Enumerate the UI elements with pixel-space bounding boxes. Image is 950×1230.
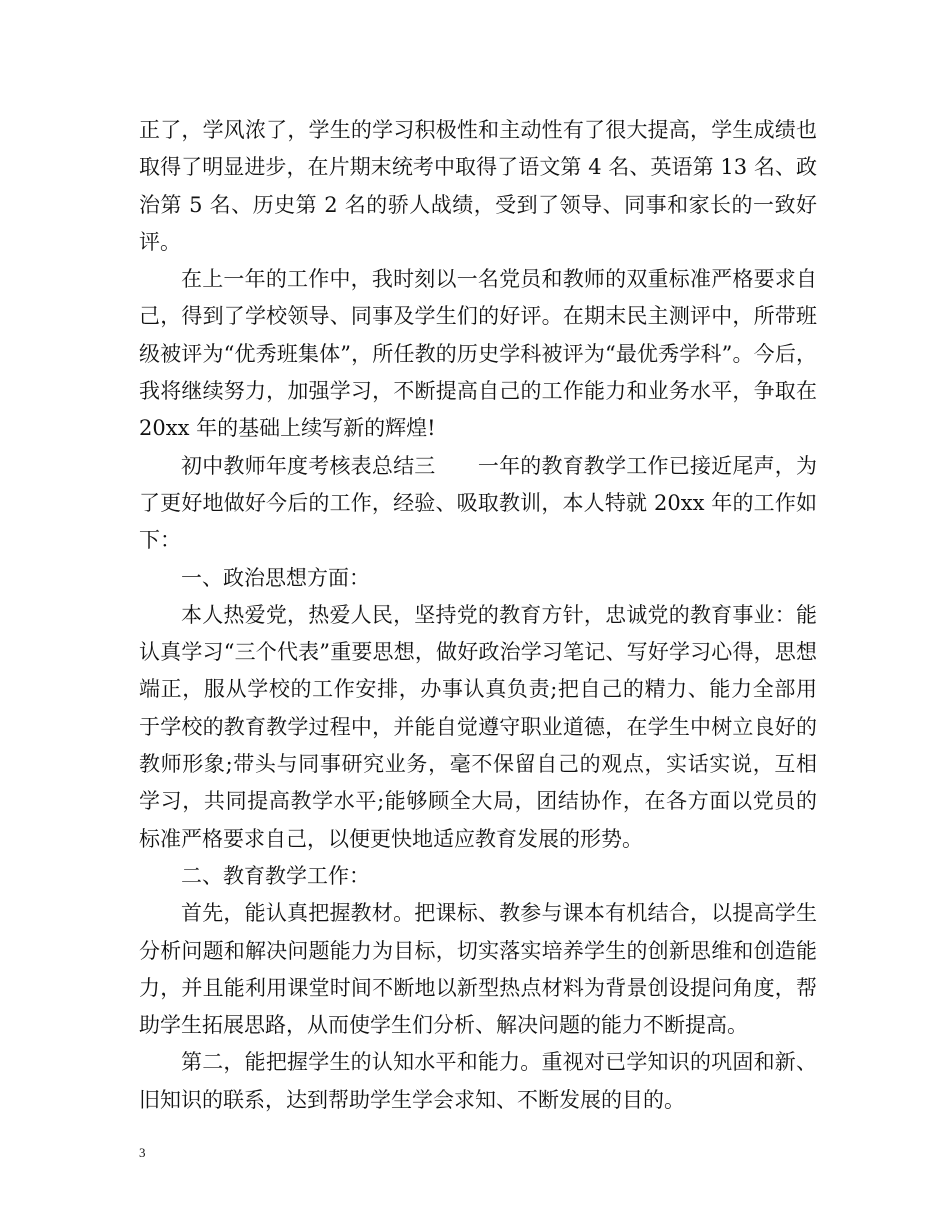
page-number: 3 xyxy=(139,1145,146,1160)
section-heading-teaching: 二、教育教学工作： xyxy=(181,863,370,888)
paragraph-1: 正了，学风浓了，学生的学习积极性和主动性有了很大提高，学生成绩也取得了明显进步，在片期末统考中取得了语文第 4 名、英语第 13 名、政治第 5 名、历史第 2 名的骄人战绩，受到了领导、同事和家长的一致好评。 xyxy=(139,118,817,254)
paragraph-2: 在上一年的工作中，我时刻以一名党员和教师的双重标准严格要求自己，得到了学校领导、同事及学生们的好评。在期末民主测评中，所带班级被评为“优秀班集体”，所任教的历史学科被评为“最优秀学科”。今后，我将继续努力，加强学习，不断提高自己的工作能力和业务水平，争取在 20xx 年的基础上续写新的辉煌! xyxy=(139,267,817,441)
paragraph-3: 初中教师年度考核表总结三 一年的教育教学工作已接近尾声，为了更好地做好今后的工作，经验、吸取教训，本人特就 20xx 年的工作如下： xyxy=(139,453,817,553)
body-text xyxy=(139,112,817,1119)
paragraph-7: 首先，能认真把握教材。把课标、教参与课本有机结合，以提高学生分析问题和解决问题能力为目标，切实落实培养学生的创新思维和创造能力，并且能利用课堂时间不断地以新型热点材料为背景创设提问角度，帮助学生拓展思路，从而使学生们分析、解决问题的能力不断提高。 xyxy=(139,901,817,1038)
paragraph-8: 第二，能把握学生的认知水平和能力。重视对已学知识的巩固和新、旧知识的联系，达到帮助学生学会求知、不断发展的目的。 xyxy=(139,1050,817,1112)
paragraph-5: 本人热爱党，热爱人民，坚持党的教育方针，忠诚党的教育事业：能认真学习“三个代表”重要思想，做好政治学习笔记、写好学习心得，思想端正，服从学校的工作安排，办事认真负责;把自己的精力、能力全部用于学校的教育教学过程中，并能自觉遵守职业道德，在学生中树立良好的教师形象;带头与同事研究业务，毫不保留自己的观点，实话实说，互相学习，共同提高教学水平;能够顾全大局，团结协作，在各方面以党员的标准严格要求自己，以便更快地适应教育发展的形势。 xyxy=(139,602,817,851)
section-heading-political: 一、政治思想方面： xyxy=(181,565,370,590)
